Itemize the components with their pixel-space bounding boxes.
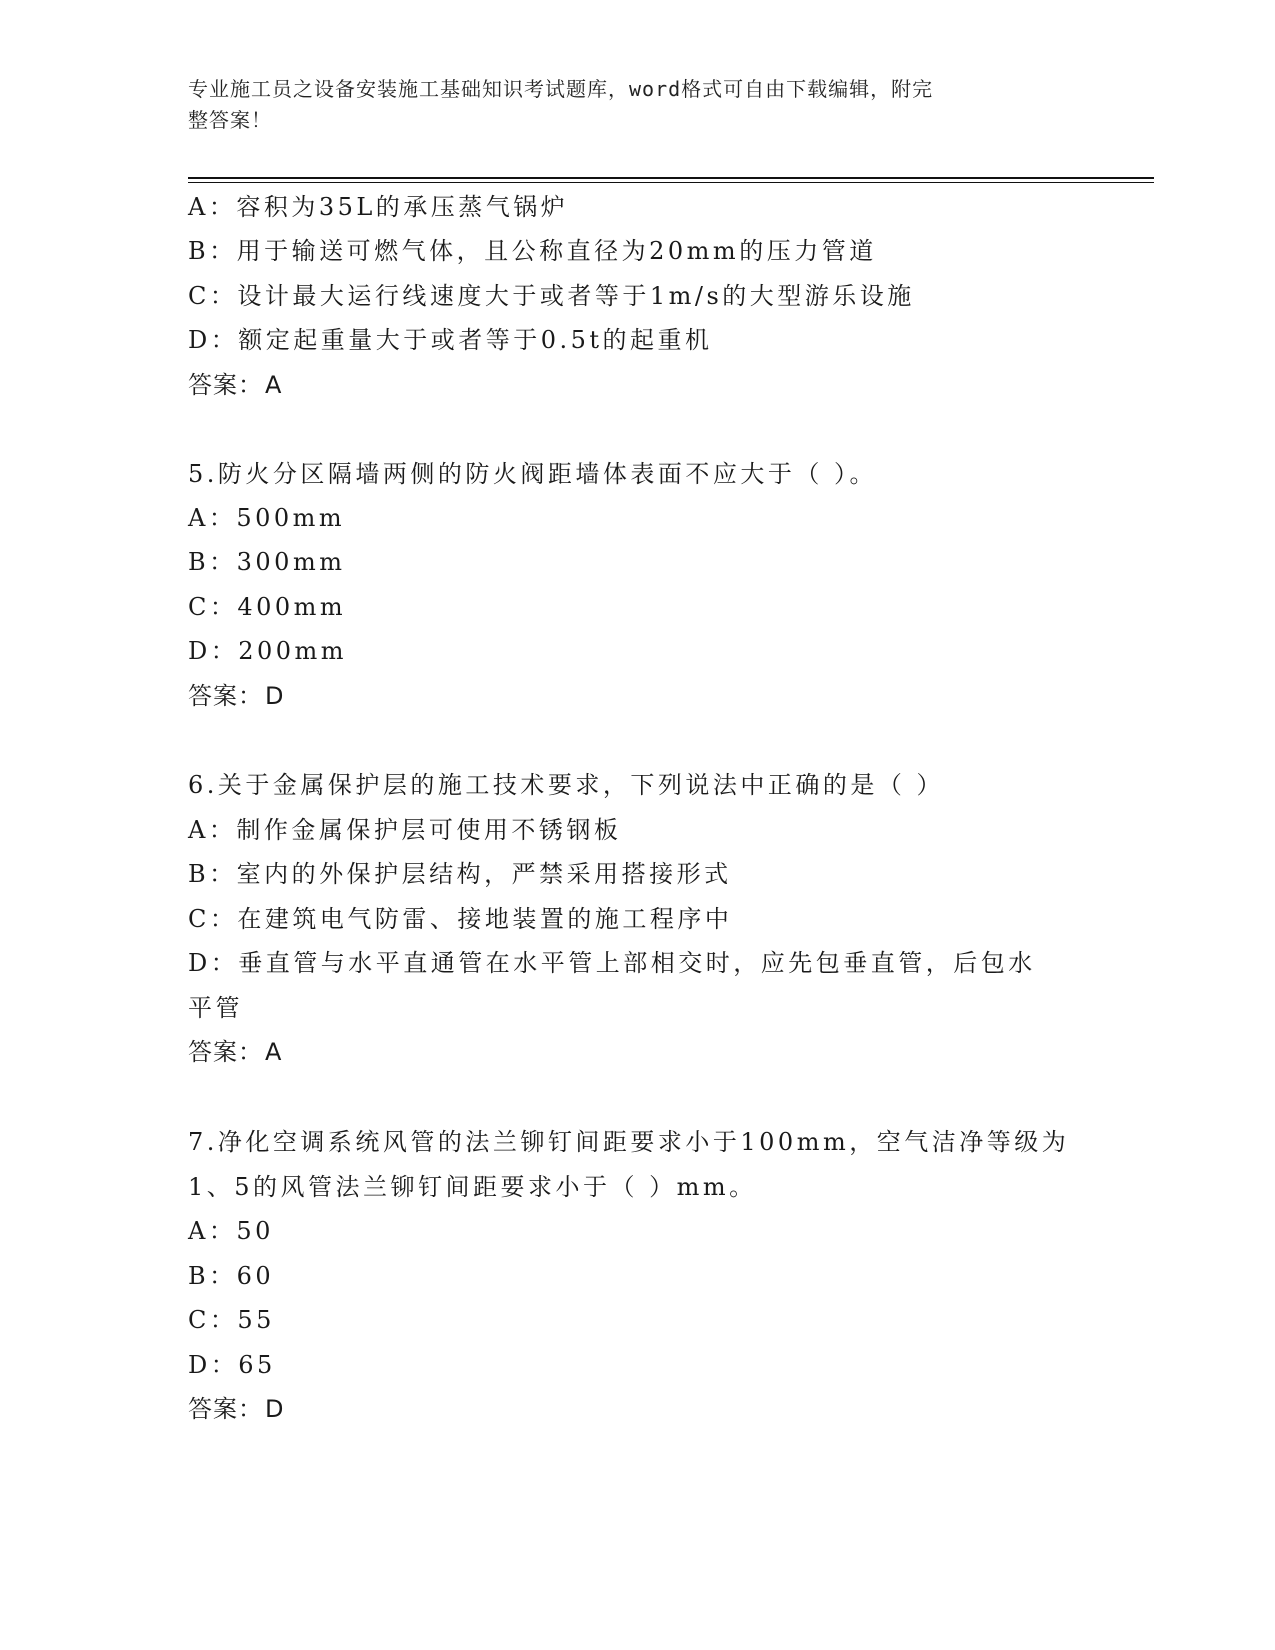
q6-option-c: C：在建筑电气防雷、接地装置的施工程序中: [188, 905, 733, 933]
q6-option-b: B：室内的外保护层结构，严禁采用搭接形式: [188, 860, 732, 888]
q7-option-d: D：65: [188, 1351, 276, 1379]
header-divider-thin: [188, 182, 1154, 183]
q5-option-c: C：400mm: [188, 593, 347, 621]
q6-option-d-line-2: 平管: [188, 994, 243, 1022]
q4-answer-value: A: [265, 371, 283, 399]
q4-answer-label: 答案：: [188, 371, 263, 399]
q5-option-a: A：500mm: [188, 504, 346, 532]
q6-stem: 6.关于金属保护层的施工技术要求，下列说法中正确的是（ ）: [188, 771, 945, 799]
q7-answer-label: 答案：: [188, 1395, 263, 1423]
q7-option-b: B：60: [188, 1262, 275, 1290]
document-header: [188, 74, 1068, 136]
q4-answer: [188, 370, 282, 400]
q7-stem-line-2: 1、5的风管法兰铆钉间距要求小于（ ）mm。: [188, 1173, 757, 1201]
q5-option-b: B：300mm: [188, 548, 346, 576]
q4-option-d: D：额定起重量大于或者等于0.5t的起重机: [188, 326, 713, 354]
q7-option-a: A：50: [188, 1217, 274, 1245]
q7-option-c: C：55: [188, 1306, 275, 1334]
q4-option-b: B：用于输送可燃气体，且公称直径为20mm的压力管道: [188, 237, 877, 265]
q7-stem-line-1: 7.净化空调系统风管的法兰铆钉间距要求小于100mm，空气洁净等级为: [188, 1128, 1070, 1156]
q5-answer: [188, 681, 284, 711]
q6-option-a: A：制作金属保护层可使用不锈钢板: [188, 816, 622, 844]
header-line-1: 专业施工员之设备安装施工基础知识考试题库，word格式可自由下载编辑，附完: [188, 77, 934, 101]
q4-option-a: A：容积为35L的承压蒸气锅炉: [188, 193, 569, 221]
q6-option-d-line-1: D：垂直管与水平直通管在水平管上部相交时，应先包垂直管，后包水: [188, 949, 1036, 977]
header-divider-thick: [188, 177, 1154, 179]
q5-answer-label: 答案：: [188, 682, 263, 710]
q5-stem: 5.防火分区隔墙两侧的防火阀距墙体表面不应大于（ ）。: [188, 460, 878, 488]
q5-answer-value: D: [265, 682, 285, 710]
q7-answer: [188, 1394, 284, 1424]
q4-option-c: C：设计最大运行线速度大于或者等于1m/s的大型游乐设施: [188, 282, 915, 310]
q7-answer-value: D: [265, 1395, 285, 1423]
q6-answer-label: 答案：: [188, 1038, 263, 1066]
header-line-2: 整答案！: [188, 108, 272, 132]
q6-answer: [188, 1037, 282, 1067]
q6-answer-value: A: [265, 1038, 283, 1066]
q5-option-d: D：200mm: [188, 637, 348, 665]
